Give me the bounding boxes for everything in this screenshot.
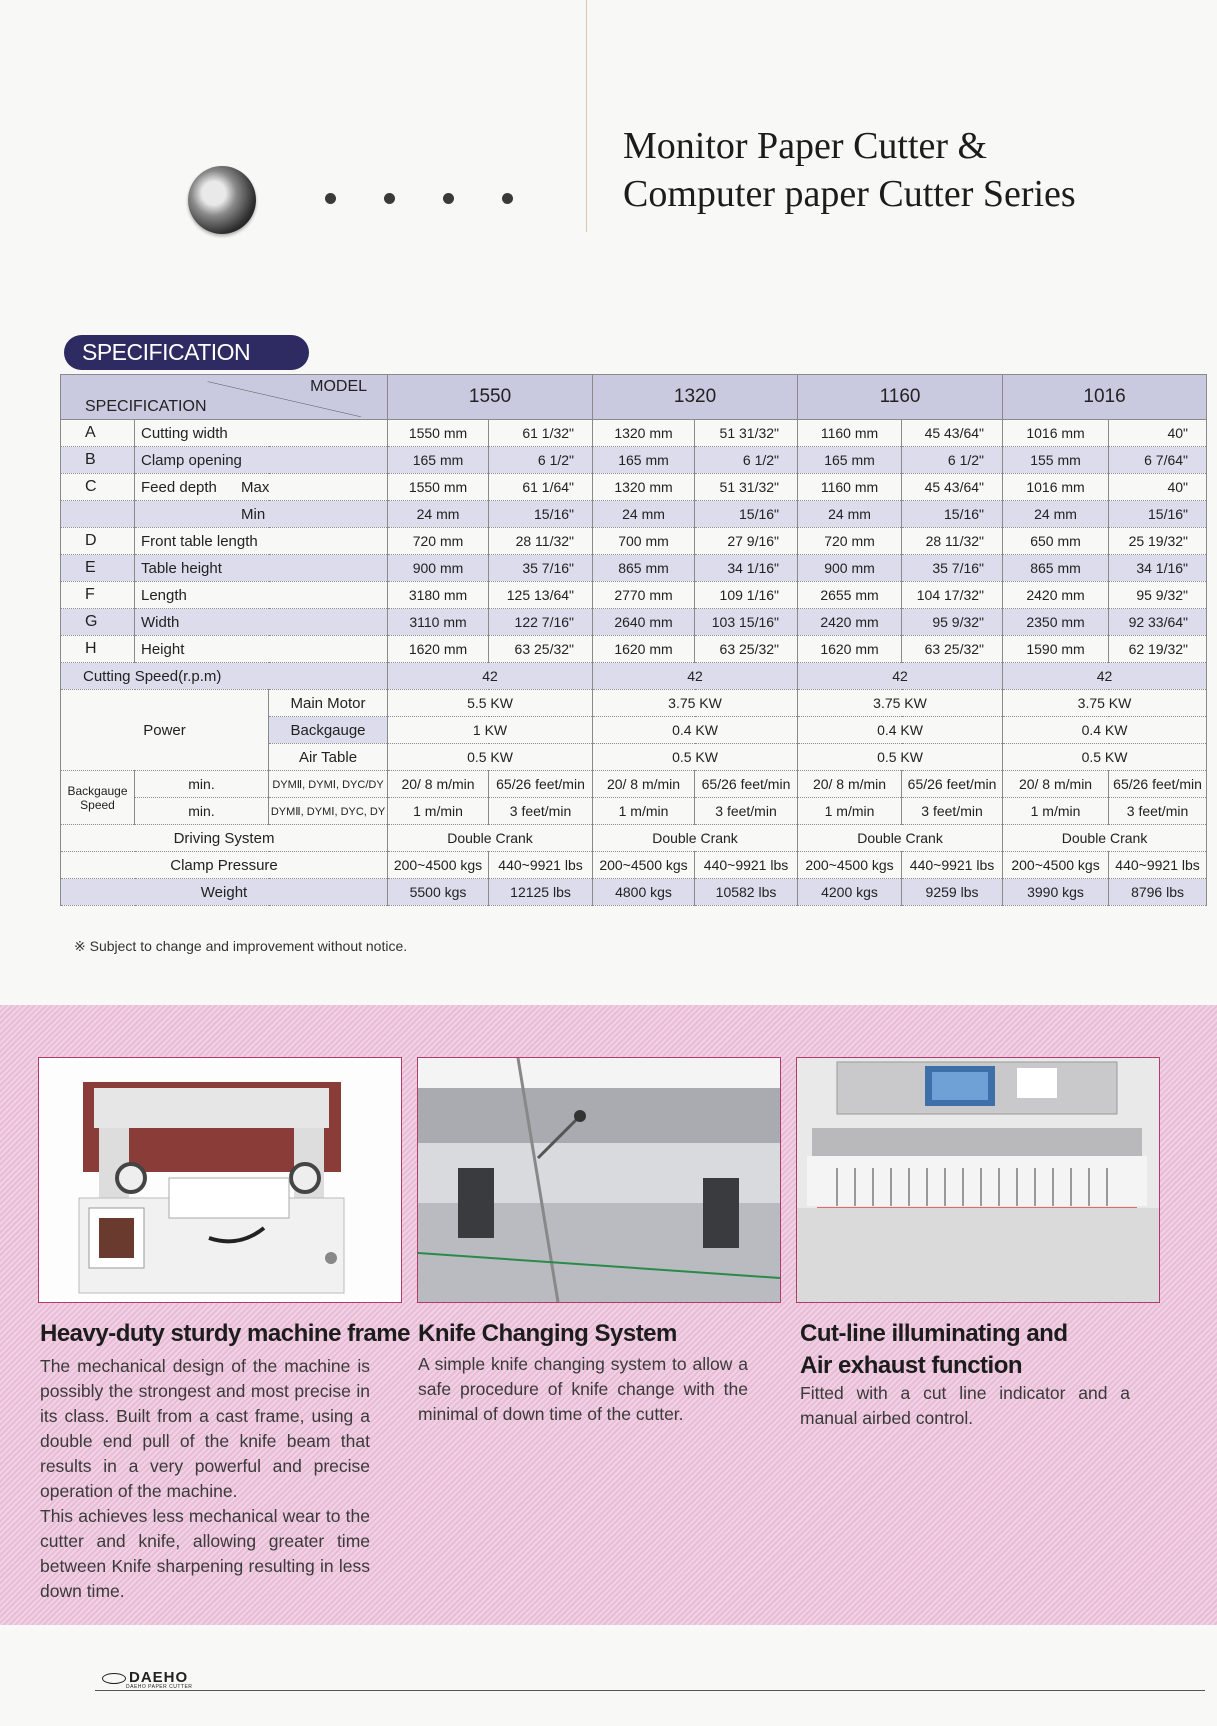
backgauge-metric: 20/ 8 m/min [388,771,489,798]
backgauge-min: min. [135,771,269,798]
spec-letter: E [61,555,135,582]
spec-label-cell [135,636,388,663]
spec-value-imperial: 34 1/16" [1109,555,1207,582]
spec-row [61,420,1207,447]
spec-value-metric: 2655 mm [798,582,902,609]
spec-value-imperial: 51 31/32" [695,420,798,447]
spec-label: Clamp opening [141,451,242,469]
backgauge-label-line1: Backgauge [67,783,128,798]
spec-value-metric: 720 mm [798,528,902,555]
spec-value-imperial: 40" [1109,420,1207,447]
spec-letter [61,501,135,528]
spec-value-metric: 700 mm [593,528,695,555]
spec-row [61,447,1207,474]
spec-value-metric: 1320 mm [593,420,695,447]
backgauge-metric: 20/ 8 m/min [1003,771,1109,798]
spec-letter: G [61,609,135,636]
backgauge-types: DYMⅡ, DYMⅠ, DYC, DY [269,798,388,825]
spec-value-imperial: 35 7/16" [489,555,593,582]
spec-value-imperial: 35 7/16" [902,555,1003,582]
spec-value-metric: 3110 mm [388,609,489,636]
spec-label-cell [135,528,388,555]
weight-metric: 5500 kgs [388,879,489,906]
weight-imperial: 10582 lbs [695,879,798,906]
spec-value-imperial: 63 25/32" [902,636,1003,663]
spec-row [61,555,1207,582]
backgauge-imperial: 65/26 feet/min [489,771,593,798]
spec-value-metric: 1620 mm [388,636,489,663]
spec-label: Feed depth [141,478,217,496]
spec-value-metric: 2640 mm [593,609,695,636]
spec-value-metric: 865 mm [593,555,695,582]
spec-value-imperial: 125 13/64" [489,582,593,609]
spec-value-imperial: 6 1/2" [695,447,798,474]
backgauge-metric: 20/ 8 m/min [798,771,902,798]
logo-subtext: DAEHO PAPER CUTTER [126,1684,193,1690]
spec-value-metric: 650 mm [1003,528,1109,555]
spec-value-imperial: 27 9/16" [695,528,798,555]
spec-row [61,501,1207,528]
spec-value-imperial: 95 9/32" [902,609,1003,636]
cutting-speed-value: 42 [593,663,798,690]
power-value: 0.4 KW [593,717,798,744]
model-header-1016: 1016 [1003,375,1207,420]
spec-value-metric: 1160 mm [798,420,902,447]
power-value: 0.5 KW [798,744,1003,771]
weight-metric: 4800 kgs [593,879,695,906]
clamp-imperial: 440~9921 lbs [1109,852,1207,879]
spec-value-imperial: 63 25/32" [695,636,798,663]
backgauge-imperial: 3 feet/min [489,798,593,825]
spec-letter: B [61,447,135,474]
spec-letter: C [61,474,135,501]
spec-value-imperial: 15/16" [489,501,593,528]
spec-value-imperial: 40" [1109,474,1207,501]
spec-value-imperial: 45 43/64" [902,420,1003,447]
table-header-row [61,375,1207,420]
backgauge-min: min. [135,798,269,825]
feature-desc-frame-p1: The mechanical design of the machine is possibly the strongest and most precise in its class. Built from a cast frame, using a double end pull of the knife beam that results in a very powerful and precise operation of the machine. [40,1356,370,1501]
spec-value-imperial: 51 31/32" [695,474,798,501]
spec-label-cell [135,474,388,501]
corner-model-label: MODEL [310,378,368,395]
backgauge-label-line2: Speed [80,797,115,812]
spec-value-imperial: 6 7/64" [1109,447,1207,474]
spec-value-imperial: 103 15/16" [695,609,798,636]
weight-metric: 4200 kgs [798,879,902,906]
power-sub-label: Air Table [269,744,388,771]
spec-value-imperial: 34 1/16" [695,555,798,582]
spec-value-metric: 2420 mm [798,609,902,636]
spec-value-metric: 3180 mm [388,582,489,609]
spec-value-imperial: 15/16" [695,501,798,528]
spec-value-imperial: 63 25/32" [489,636,593,663]
driving-value: Double Crank [593,825,798,852]
title-line-1: Monitor Paper Cutter & [623,125,988,167]
weight-imperial: 8796 lbs [1109,879,1207,906]
clamp-metric: 200~4500 kgs [1003,852,1109,879]
spec-value-imperial: 15/16" [1109,501,1207,528]
power-value: 0.5 KW [388,744,593,771]
backgauge-metric: 1 m/min [388,798,489,825]
clamp-metric: 200~4500 kgs [593,852,695,879]
weight-imperial: 9259 lbs [902,879,1003,906]
cutting-speed-label: Cutting Speed(r.p.m) [61,663,388,690]
spec-label: Width [141,613,180,631]
model-header-1320: 1320 [593,375,798,420]
power-value: 3.75 KW [798,690,1003,717]
spec-label: Length [141,586,187,604]
corner-spec-label: SPECIFICATION [85,398,207,415]
feature-desc-cutline: Fitted with a cut line indicator and a manual airbed control. [800,1383,1130,1428]
spec-value-imperial: 92 33/64" [1109,609,1207,636]
feature-desc-knife: A simple knife changing system to allow a safe procedure of knife change with the minimal of down time of the cutter. [418,1354,748,1424]
spec-value-metric: 165 mm [798,447,902,474]
spec-label: Front table length [141,532,258,550]
cutting-speed-row [61,663,1207,690]
backgauge-imperial: 65/26 feet/min [695,771,798,798]
daeho-logo [102,1669,192,1690]
spec-value-metric: 165 mm [388,447,489,474]
backgauge-imperial: 65/26 feet/min [1109,771,1207,798]
feature-title-cutline-1: Cut-line illuminating and [800,1320,1068,1347]
backgauge-imperial: 65/26 feet/min [902,771,1003,798]
spec-value-imperial: 61 1/32" [489,420,593,447]
cut-line-photo [796,1057,1160,1303]
spec-letter: D [61,528,135,555]
spec-value-imperial: 15/16" [902,501,1003,528]
backgauge-imperial: 3 feet/min [1109,798,1207,825]
driving-row [61,825,1207,852]
driving-value: Double Crank [1003,825,1207,852]
spec-value-metric: 1620 mm [798,636,902,663]
spec-sublabel: Min [241,505,266,523]
clamp-label: Clamp Pressure [61,852,388,879]
logo-text: DAEHO [129,1669,189,1686]
spec-value-imperial: 28 11/32" [902,528,1003,555]
spec-value-imperial: 6 1/2" [902,447,1003,474]
spec-value-metric: 900 mm [388,555,489,582]
spec-letter: H [61,636,135,663]
spec-value-metric: 2350 mm [1003,609,1109,636]
power-value: 3.75 KW [593,690,798,717]
feature-title-frame: Heavy-duty sturdy machine frame [40,1320,410,1347]
backgauge-row [61,771,1207,798]
spec-row [61,528,1207,555]
machine-frame-photo [38,1057,402,1303]
cutting-speed-value: 42 [798,663,1003,690]
spec-label: Cutting width [141,424,228,442]
power-value: 0.5 KW [1003,744,1207,771]
clamp-row [61,852,1207,879]
clamp-imperial: 440~9921 lbs [695,852,798,879]
power-row [61,690,1207,717]
spec-value-metric: 1550 mm [388,420,489,447]
spec-value-metric: 24 mm [388,501,489,528]
backgauge-imperial: 3 feet/min [695,798,798,825]
spec-value-imperial: 109 1/16" [695,582,798,609]
spec-value-imperial: 45 43/64" [902,474,1003,501]
spec-value-imperial: 6 1/2" [489,447,593,474]
spec-value-metric: 165 mm [593,447,695,474]
spec-value-metric: 24 mm [593,501,695,528]
weight-metric: 3990 kgs [1003,879,1109,906]
power-sub-label: Backgauge [269,717,388,744]
power-value: 3.75 KW [1003,690,1207,717]
weight-label: Weight [61,879,388,906]
backgauge-imperial: 3 feet/min [902,798,1003,825]
disclaimer-note: ※ Subject to change and improvement without notice. [74,938,408,954]
specification-badge: SPECIFICATION [64,335,309,370]
spec-value-metric: 1016 mm [1003,420,1109,447]
header-divider [586,0,587,232]
decorative-dot [502,193,513,204]
spec-value-metric: 2770 mm [593,582,695,609]
spec-value-metric: 1016 mm [1003,474,1109,501]
footer-divider [95,1690,1205,1691]
model-header-1160: 1160 [798,375,1003,420]
spec-value-metric: 155 mm [1003,447,1109,474]
spec-letter: A [61,420,135,447]
spec-row [61,636,1207,663]
spec-label-cell [135,420,388,447]
spec-value-imperial: 104 17/32" [902,582,1003,609]
backgauge-row [61,798,1207,825]
backgauge-metric: 1 m/min [1003,798,1109,825]
feature-title-cutline [800,1318,1067,1382]
clamp-metric: 200~4500 kgs [798,852,902,879]
table-corner-cell [61,375,388,420]
spec-label-cell [135,555,388,582]
decorative-dot [443,193,454,204]
clamp-metric: 200~4500 kgs [388,852,489,879]
spec-value-metric: 865 mm [1003,555,1109,582]
spec-label: Table height [141,559,222,577]
clamp-imperial: 440~9921 lbs [902,852,1003,879]
spec-value-imperial: 28 11/32" [489,528,593,555]
spec-value-imperial: 61 1/64" [489,474,593,501]
decorative-dot [384,193,395,204]
page-title [623,122,1076,218]
spec-value-metric: 24 mm [798,501,902,528]
knife-changing-photo [417,1057,781,1303]
spec-value-metric: 1590 mm [1003,636,1109,663]
spec-sublabel: Max [241,478,270,496]
model-header-1550: 1550 [388,375,593,420]
logo-mark-icon [102,1673,126,1684]
spec-value-metric: 2420 mm [1003,582,1109,609]
spec-label-cell [135,582,388,609]
decorative-dot [325,193,336,204]
spec-value-metric: 1550 mm [388,474,489,501]
driving-value: Double Crank [798,825,1003,852]
decorative-ball-image [188,166,256,234]
spec-value-imperial: 62 19/32" [1109,636,1207,663]
spec-value-metric: 900 mm [798,555,902,582]
power-sub-label: Main Motor [269,690,388,717]
specification-table [60,374,1207,906]
backgauge-metric: 20/ 8 m/min [593,771,695,798]
cutting-speed-value: 42 [1003,663,1207,690]
feature-title-knife: Knife Changing System [418,1320,677,1347]
spec-label-cell [135,501,388,528]
power-label: Power [61,690,269,771]
spec-row [61,474,1207,501]
backgauge-metric: 1 m/min [593,798,695,825]
feature-title-cutline-2: Air exhaust function [800,1352,1023,1379]
power-value: 0.4 KW [1003,717,1207,744]
feature-desc-frame-p2: This achieves less mechanical wear to the cutter and knife, allowing greater time between Knife sharpening resulting in less down time. [40,1506,370,1601]
spec-value-metric: 720 mm [388,528,489,555]
feature-desc-frame [40,1354,370,1604]
power-value: 0.4 KW [798,717,1003,744]
spec-label-cell [135,609,388,636]
weight-row [61,879,1207,906]
clamp-imperial: 440~9921 lbs [489,852,593,879]
title-line-2: Computer paper Cutter Series [623,173,1076,215]
power-value: 0.5 KW [593,744,798,771]
power-value: 1 KW [388,717,593,744]
driving-label: Driving System [61,825,388,852]
spec-row [61,609,1207,636]
spec-row [61,582,1207,609]
backgauge-speed-label [61,771,135,825]
spec-letter: F [61,582,135,609]
spec-label: Height [141,640,185,658]
power-value: 5.5 KW [388,690,593,717]
spec-value-imperial: 122 7/16" [489,609,593,636]
spec-value-imperial: 95 9/32" [1109,582,1207,609]
backgauge-types: DYMⅡ, DYMⅠ, DYC/DY [269,771,388,798]
spec-value-metric: 1320 mm [593,474,695,501]
spec-value-metric: 1620 mm [593,636,695,663]
backgauge-metric: 1 m/min [798,798,902,825]
driving-value: Double Crank [388,825,593,852]
weight-imperial: 12125 lbs [489,879,593,906]
spec-value-metric: 24 mm [1003,501,1109,528]
spec-value-metric: 1160 mm [798,474,902,501]
spec-value-imperial: 25 19/32" [1109,528,1207,555]
spec-label-cell [135,447,388,474]
cutting-speed-value: 42 [388,663,593,690]
